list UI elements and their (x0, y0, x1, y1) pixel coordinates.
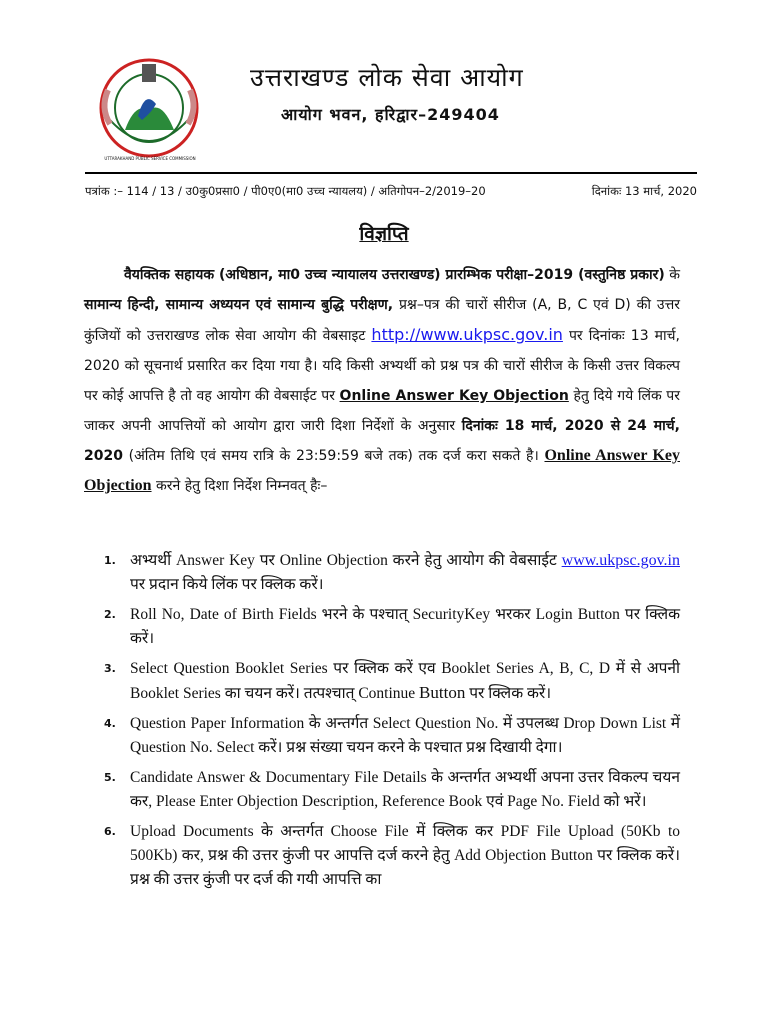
para-text: करने हेतु दिशा निर्देश निम्नवत् हैः– (151, 478, 328, 494)
list-item (100, 549, 680, 597)
para-text: के (664, 267, 681, 283)
item-text: पर प्रदान किये लिंक पर क्लिक करें। (130, 576, 324, 593)
item-text: Roll No, Date of Birth Fields भरने के पश्चात् SecurityKey भरकर Login Button पर क्लिक करें। (130, 606, 680, 647)
list-item (100, 603, 680, 651)
item-number: 1. (104, 554, 116, 567)
para-text: हेतु दिये गये लिंक पर जाकर अपनी आपत्तियों को आयोग द्वारा जारी दिशा निर्देशों के अनुसार (84, 388, 680, 434)
item-text: Select Question Booklet Series पर क्लिक करें एव Booklet Series A, B, C, D में से अपनी Booklet Series का चयन करें। तत्पश्चात् Continue (130, 660, 680, 702)
item-number: 4. (104, 717, 116, 730)
notice-heading: विज्ञप्ति (359, 223, 409, 245)
header-divider (85, 172, 697, 174)
notice-paragraph (84, 260, 680, 501)
item-number: 6. (104, 825, 116, 838)
org-name: उत्तराखण्ड लोक सेवा आयोग (250, 63, 524, 92)
para-text: पर दिनांकः 13 मार्च, 2020 को सूचनार्थ प्रसारित कर दिया गया है। यदि किसी अभ्यर्थी को प्रश्न पत्र की चारों सीरीज के किसी उत्तर विकल्प पर कोई आपत्ति है तो वह आयोग की वेबसाईट पर (84, 328, 680, 404)
item-text: अभ्यर्थी Answer Key पर Online Objection करने हेतु आयोग की वेबसाईट (130, 552, 562, 569)
website-link[interactable]: http://www.ukpsc.gov.in (371, 325, 563, 344)
list-item (100, 712, 680, 760)
letter-date: दिनांकः 13 मार्च, 2020 (591, 184, 697, 198)
item-text: Button (419, 683, 466, 702)
website-link[interactable]: www.ukpsc.gov.in (561, 552, 680, 569)
commission-logo (90, 50, 208, 168)
reference-number: पत्रांक :– 114 / 13 / उ0कु0प्रसा0 / पी0ए0(मा0 उच्च न्यायलय) / अतिगोपन–2/2019–20 (85, 184, 486, 198)
objection-link-label-2: Online Answer Key Objection (84, 447, 680, 494)
item-text: Question Paper Information के अन्तर्गत Select Question No. में उपलब्ध Drop Down List में Question No. Select करें। प्रश्न संख्या चयन करने के पश्चात प्रश्न दिखायी देगा। (130, 715, 680, 756)
objection-dates: दिनांकः 18 मार्च, 2020 से 24 मार्च, 2020 (84, 418, 680, 464)
instruction-list (100, 549, 680, 898)
commission-emblem-icon (90, 50, 208, 168)
para-text: प्रश्न–पत्र की चारों सीरीज (A, B, C एवं D) की उत्तर कुंजियों को उत्तराखण्ड लोक सेवा आयोग की वेबसाइट (84, 297, 681, 344)
item-text: Upload Documents के अन्तर्गत Choose File में क्लिक कर PDF File Upload (50Kb to 500Kb) कर, प्रश्न की उत्तर कुंजी पर आपत्ति दर्ज करने हेतु Add Objection Button पर क्लिक करें। प्रश्न की उत्तर कुंजी पर दर्ज की गयी आपत्ति का (130, 823, 680, 888)
para-text: (अंतिम तिथि एवं समय रात्रि के 23:59:59 बजे तक) तक दर्ज करा सकते है। (122, 448, 545, 464)
list-item (100, 657, 680, 706)
letter-reference-line (85, 184, 697, 199)
paper-subjects: सामान्य हिन्दी, सामान्य अध्ययन एवं सामान्य बुद्धि परीक्षण, (84, 297, 394, 313)
list-item (100, 766, 680, 814)
exam-title: वैयक्तिक सहायक (अधिष्ठान, मा0 उच्च न्यायालय उत्तराखण्ड) प्रारम्भिक परीक्षा–2019 (वस्तुनिष्ठ प्रकार) (124, 267, 665, 283)
item-number: 5. (104, 771, 116, 784)
item-number: 3. (104, 662, 116, 675)
item-text: पर क्लिक करें। (465, 685, 552, 702)
item-text: Candidate Answer & Documentary File Details के अन्तर्गत अभ्यर्थी अपना उत्तर विकल्प चयन कर, Please Enter Objection Description, Reference Book एवं Page No. Field को भरें। (130, 769, 680, 810)
objection-link-label: Online Answer Key Objection (339, 388, 569, 404)
item-number: 2. (104, 608, 116, 621)
list-item (100, 820, 680, 892)
org-address: आयोग भवन, हरिद्वार–249404 (281, 105, 500, 124)
logo-caption: UTTARAKHAND PUBLIC SERVICE COMMISSION (104, 156, 196, 161)
